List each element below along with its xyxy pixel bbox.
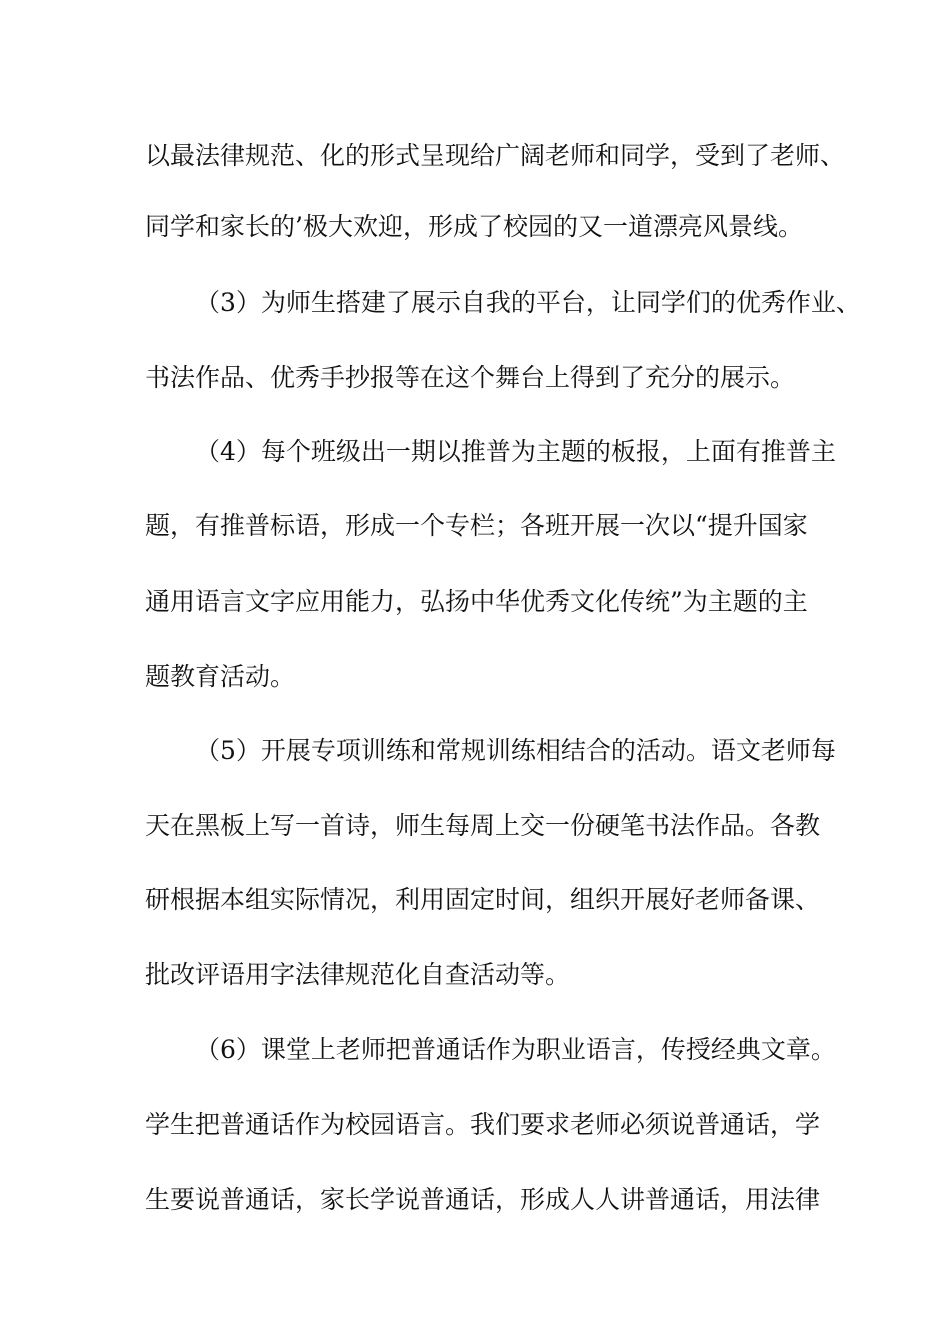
paragraph-6-line: （6）课堂上老师把普通话作为职业语言，传授经典文章。 [195,1035,836,1064]
text-line: 同学和家长的’极大欢迎，形成了校园的又一道漂亮风景线。 [145,212,803,241]
text-line: 通用语言文字应用能力，弘扬中华优秀文化传统”为主题的主 [145,587,808,616]
text-line: 批改评语用字法律规范化自查活动等。 [145,960,571,989]
text-line: 书法作品、优秀手抄报等在这个舞台上得到了充分的展示。 [145,363,796,392]
paragraph-3-line: （3）为师生搭建了展示自我的平台，让同学们的优秀作业、 [195,288,861,317]
text-line: 题教育活动。 [145,662,296,691]
text-line: 天在黑板上写一首诗，师生每周上交一份硬笔书法作品。各教 [145,811,821,840]
text-line: 以最法律规范、化的形式呈现给广阔老师和同学，受到了老师、 [145,141,846,170]
text-line: 学生把普通话作为校园语言。我们要求老师必须说普通话，学 [145,1110,821,1139]
text-line: 研根据本组实际情况，利用固定时间，组织开展好老师备课、 [145,885,821,914]
text-line: 生要说普通话，家长学说普通话，形成人人讲普通话，用法律 [145,1185,821,1214]
paragraph-4-line: （4）每个班级出一期以推普为主题的板报，上面有推普主 [195,437,836,466]
paragraph-5-line: （5）开展专项训练和常规训练相结合的活动。语文老师每 [195,736,836,765]
text-line: 题，有推普标语，形成一个专栏；各班开展一次以“提升国家 [145,511,808,540]
